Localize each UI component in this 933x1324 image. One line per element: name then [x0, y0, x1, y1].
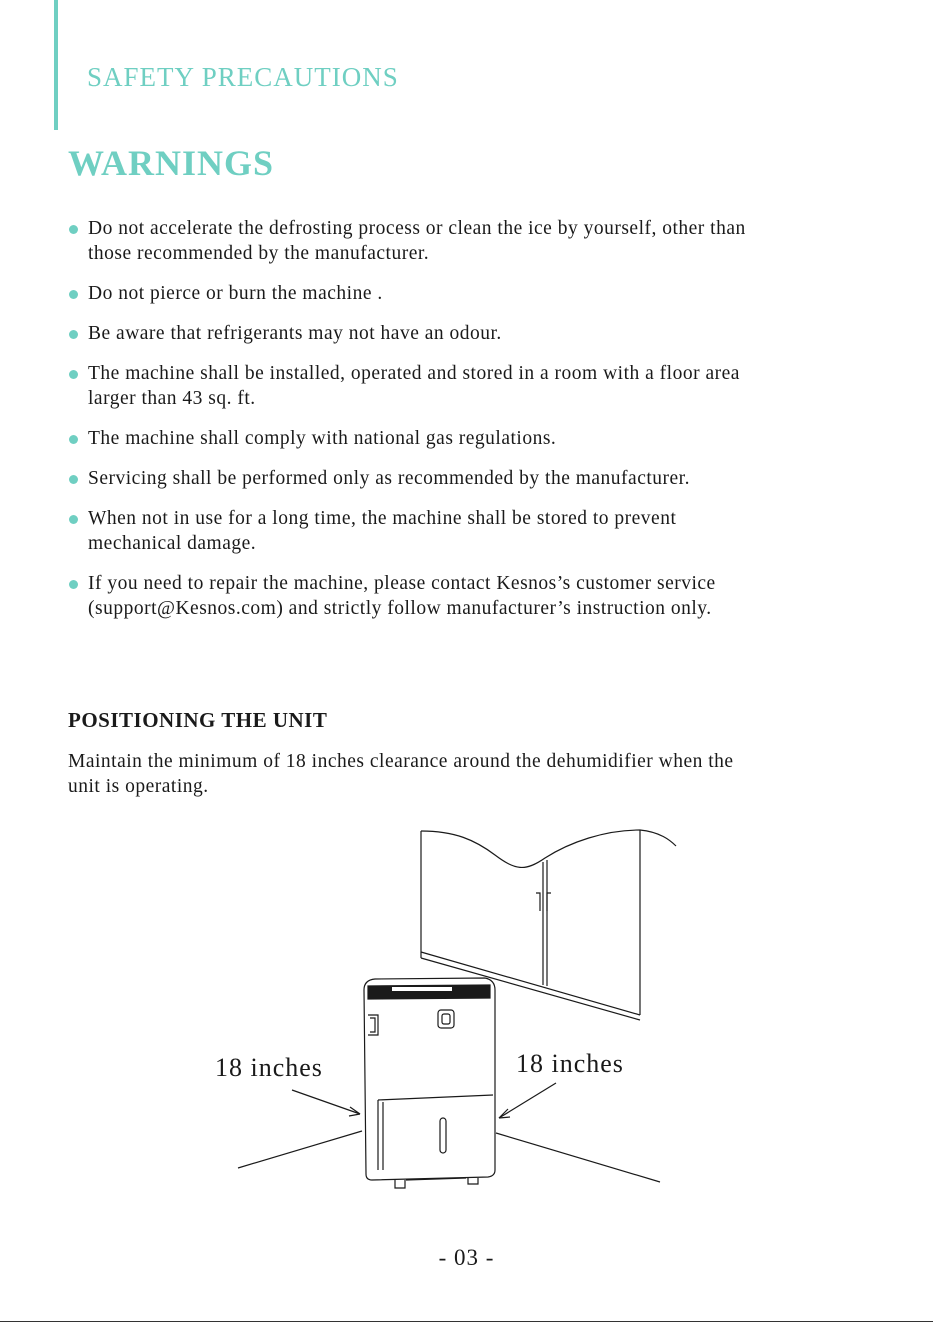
bullet-icon [69, 475, 78, 484]
bullet-icon [69, 370, 78, 379]
bottom-rule [0, 1321, 933, 1322]
right-clearance-label: 18 inches [516, 1049, 624, 1078]
bullet-icon [69, 580, 78, 589]
warning-item [68, 216, 868, 266]
page-number: - 03 - [438, 1245, 495, 1270]
warning-line-1: Servicing shall be performed only as recommended by the manufacturer. [88, 468, 690, 489]
dehumidifier-illustration [364, 978, 495, 1188]
warning-item [68, 506, 868, 556]
section-header: SAFETY PRECAUTIONS [87, 62, 399, 92]
positioning-text-line-1: Maintain the minimum of 18 inches clearance around the dehumidifier when the [68, 751, 734, 772]
left-clearance-label: 18 inches [215, 1053, 323, 1082]
left-arrow [292, 1090, 360, 1116]
floor-line-left [238, 1131, 362, 1168]
warning-item [68, 361, 868, 411]
bullet-icon [69, 330, 78, 339]
positioning-text [68, 749, 868, 799]
warning-line-1: If you need to repair the machine, please contact Kesnos’s customer service [88, 573, 716, 594]
warnings-list [68, 216, 868, 636]
warning-line-2: (support@Kesnos.com) and strictly follow manufacturer’s instruction only. [88, 598, 712, 619]
warnings-title: WARNINGS [68, 143, 275, 183]
warning-line-1: When not in use for a long time, the machine shall be stored to prevent [88, 508, 677, 529]
bullet-icon [69, 515, 78, 524]
warning-line-1: Do not pierce or burn the machine . [88, 283, 383, 304]
bullet-icon [69, 435, 78, 444]
bullet-icon [69, 290, 78, 299]
bullet-icon [69, 225, 78, 234]
floor-line-right [496, 1133, 660, 1182]
warning-line-2: larger than 43 sq. ft. [88, 388, 256, 409]
right-arrow [499, 1083, 556, 1118]
warning-line-1: Be aware that refrigerants may not have an odour. [88, 323, 502, 344]
warning-item [68, 571, 868, 621]
warning-item [68, 321, 868, 346]
clearance-illustration [0, 820, 933, 1200]
warning-item [68, 466, 868, 491]
header-accent-bar [54, 0, 58, 130]
warning-item [68, 426, 868, 451]
warning-line-1: Do not accelerate the defrosting process or clean the ice by yourself, other than [88, 218, 746, 239]
warning-line-2: those recommended by the manufacturer. [88, 243, 430, 264]
warning-line-2: mechanical damage. [88, 533, 257, 554]
warning-item [68, 281, 868, 306]
positioning-title: POSITIONING THE UNIT [68, 708, 328, 732]
warning-line-1: The machine shall comply with national gas regulations. [88, 428, 557, 449]
positioning-text-line-2: unit is operating. [68, 776, 209, 797]
warning-line-1: The machine shall be installed, operated and stored in a room with a floor area [88, 363, 740, 384]
